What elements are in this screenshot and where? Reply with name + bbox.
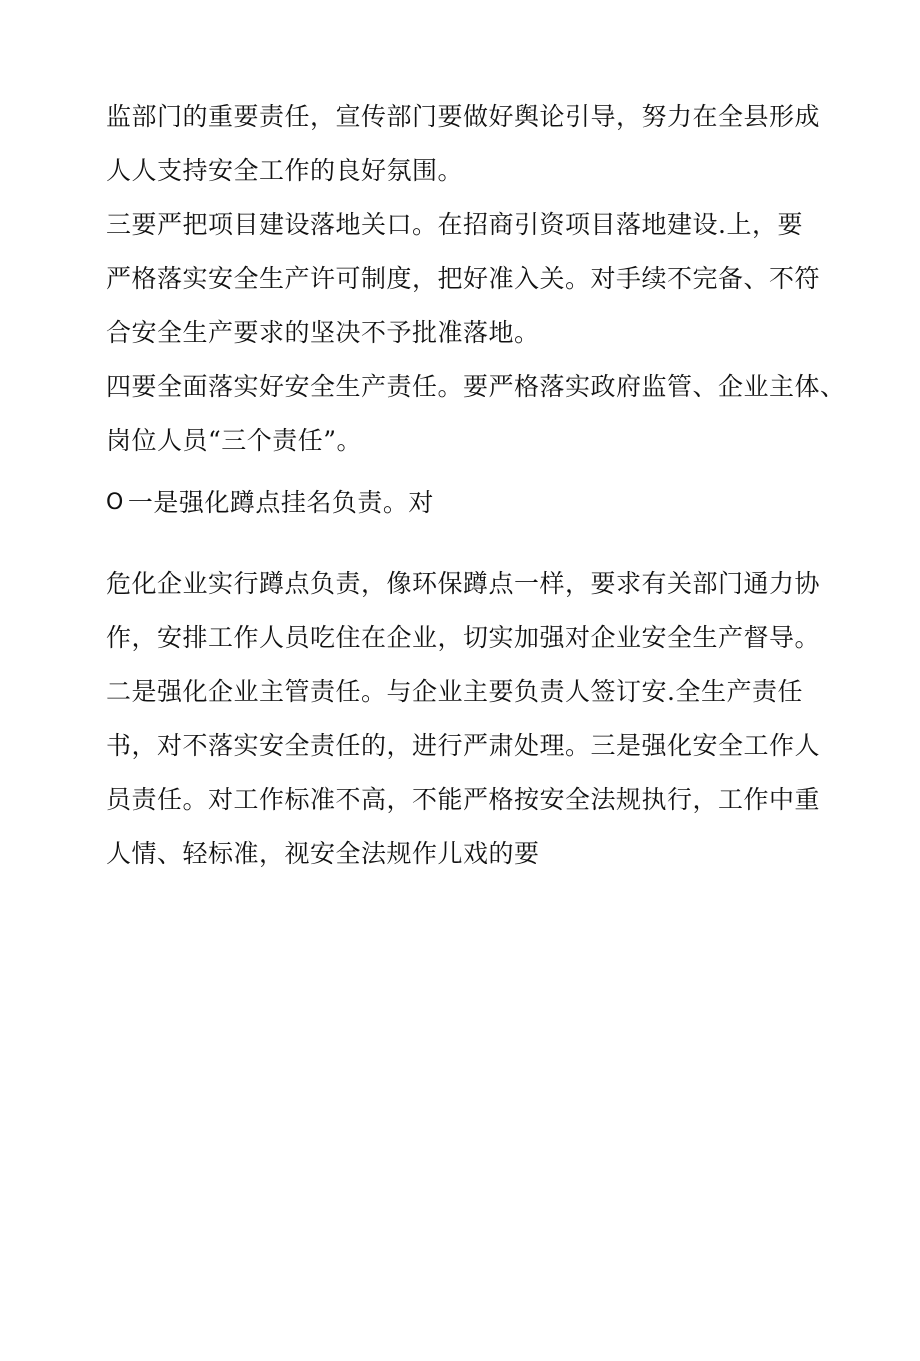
paragraph-4-line-6: 人情、轻标准，视安全法规作儿戏的要 <box>106 839 540 868</box>
paragraph-4-line-5: 员责任。对工作标准不高，不能严格按安全法规执行，工作中重 <box>106 785 821 814</box>
paragraph-2-line-2: 严格落实安全生产许可制度，把好准入关。对手续不完备、不符 <box>106 264 821 293</box>
paragraph-3-line-2: 岗位人员“三个责任”。 <box>106 426 363 455</box>
bullet-marker: O <box>106 490 124 515</box>
paragraph-3-line-1: 四要全面落实好安全生产责任。要严格落实政府监管、企业主体、 <box>106 372 846 401</box>
paragraph-4-line-3: 二是强化企业主管责任。与企业主要负责人签订安.全生产责任 <box>106 677 803 706</box>
paragraph-2-line-3: 合安全生产要求的坚决不予批准落地。 <box>106 318 540 347</box>
paragraph-4-line-1: 危化企业实行蹲点负责，像环保蹲点一样，要求有关部门通力协 <box>106 569 821 598</box>
bullet-text: 一是强化蹲点挂名负责。对 <box>127 488 434 517</box>
paragraph-1-line-2: 人人支持安全工作的良好氛围。 <box>106 156 464 185</box>
paragraph-4-line-2: 作，安排工作人员吃住在企业，切实加强对企业安全生产督导。 <box>106 623 821 652</box>
paragraph-1-line-1: 监部门的重要责任，宣传部门要做好舆论引导，努力在全县形成 <box>106 102 821 131</box>
paragraph-4-line-4: 书，对不落实安全责任的，进行严肃处理。三是强化安全工作人 <box>106 731 821 760</box>
bullet-item <box>106 486 434 520</box>
paragraph-2-line-1: 三要严把项目建设落地关口。在招商引资项目落地建设.上，要 <box>106 210 803 239</box>
